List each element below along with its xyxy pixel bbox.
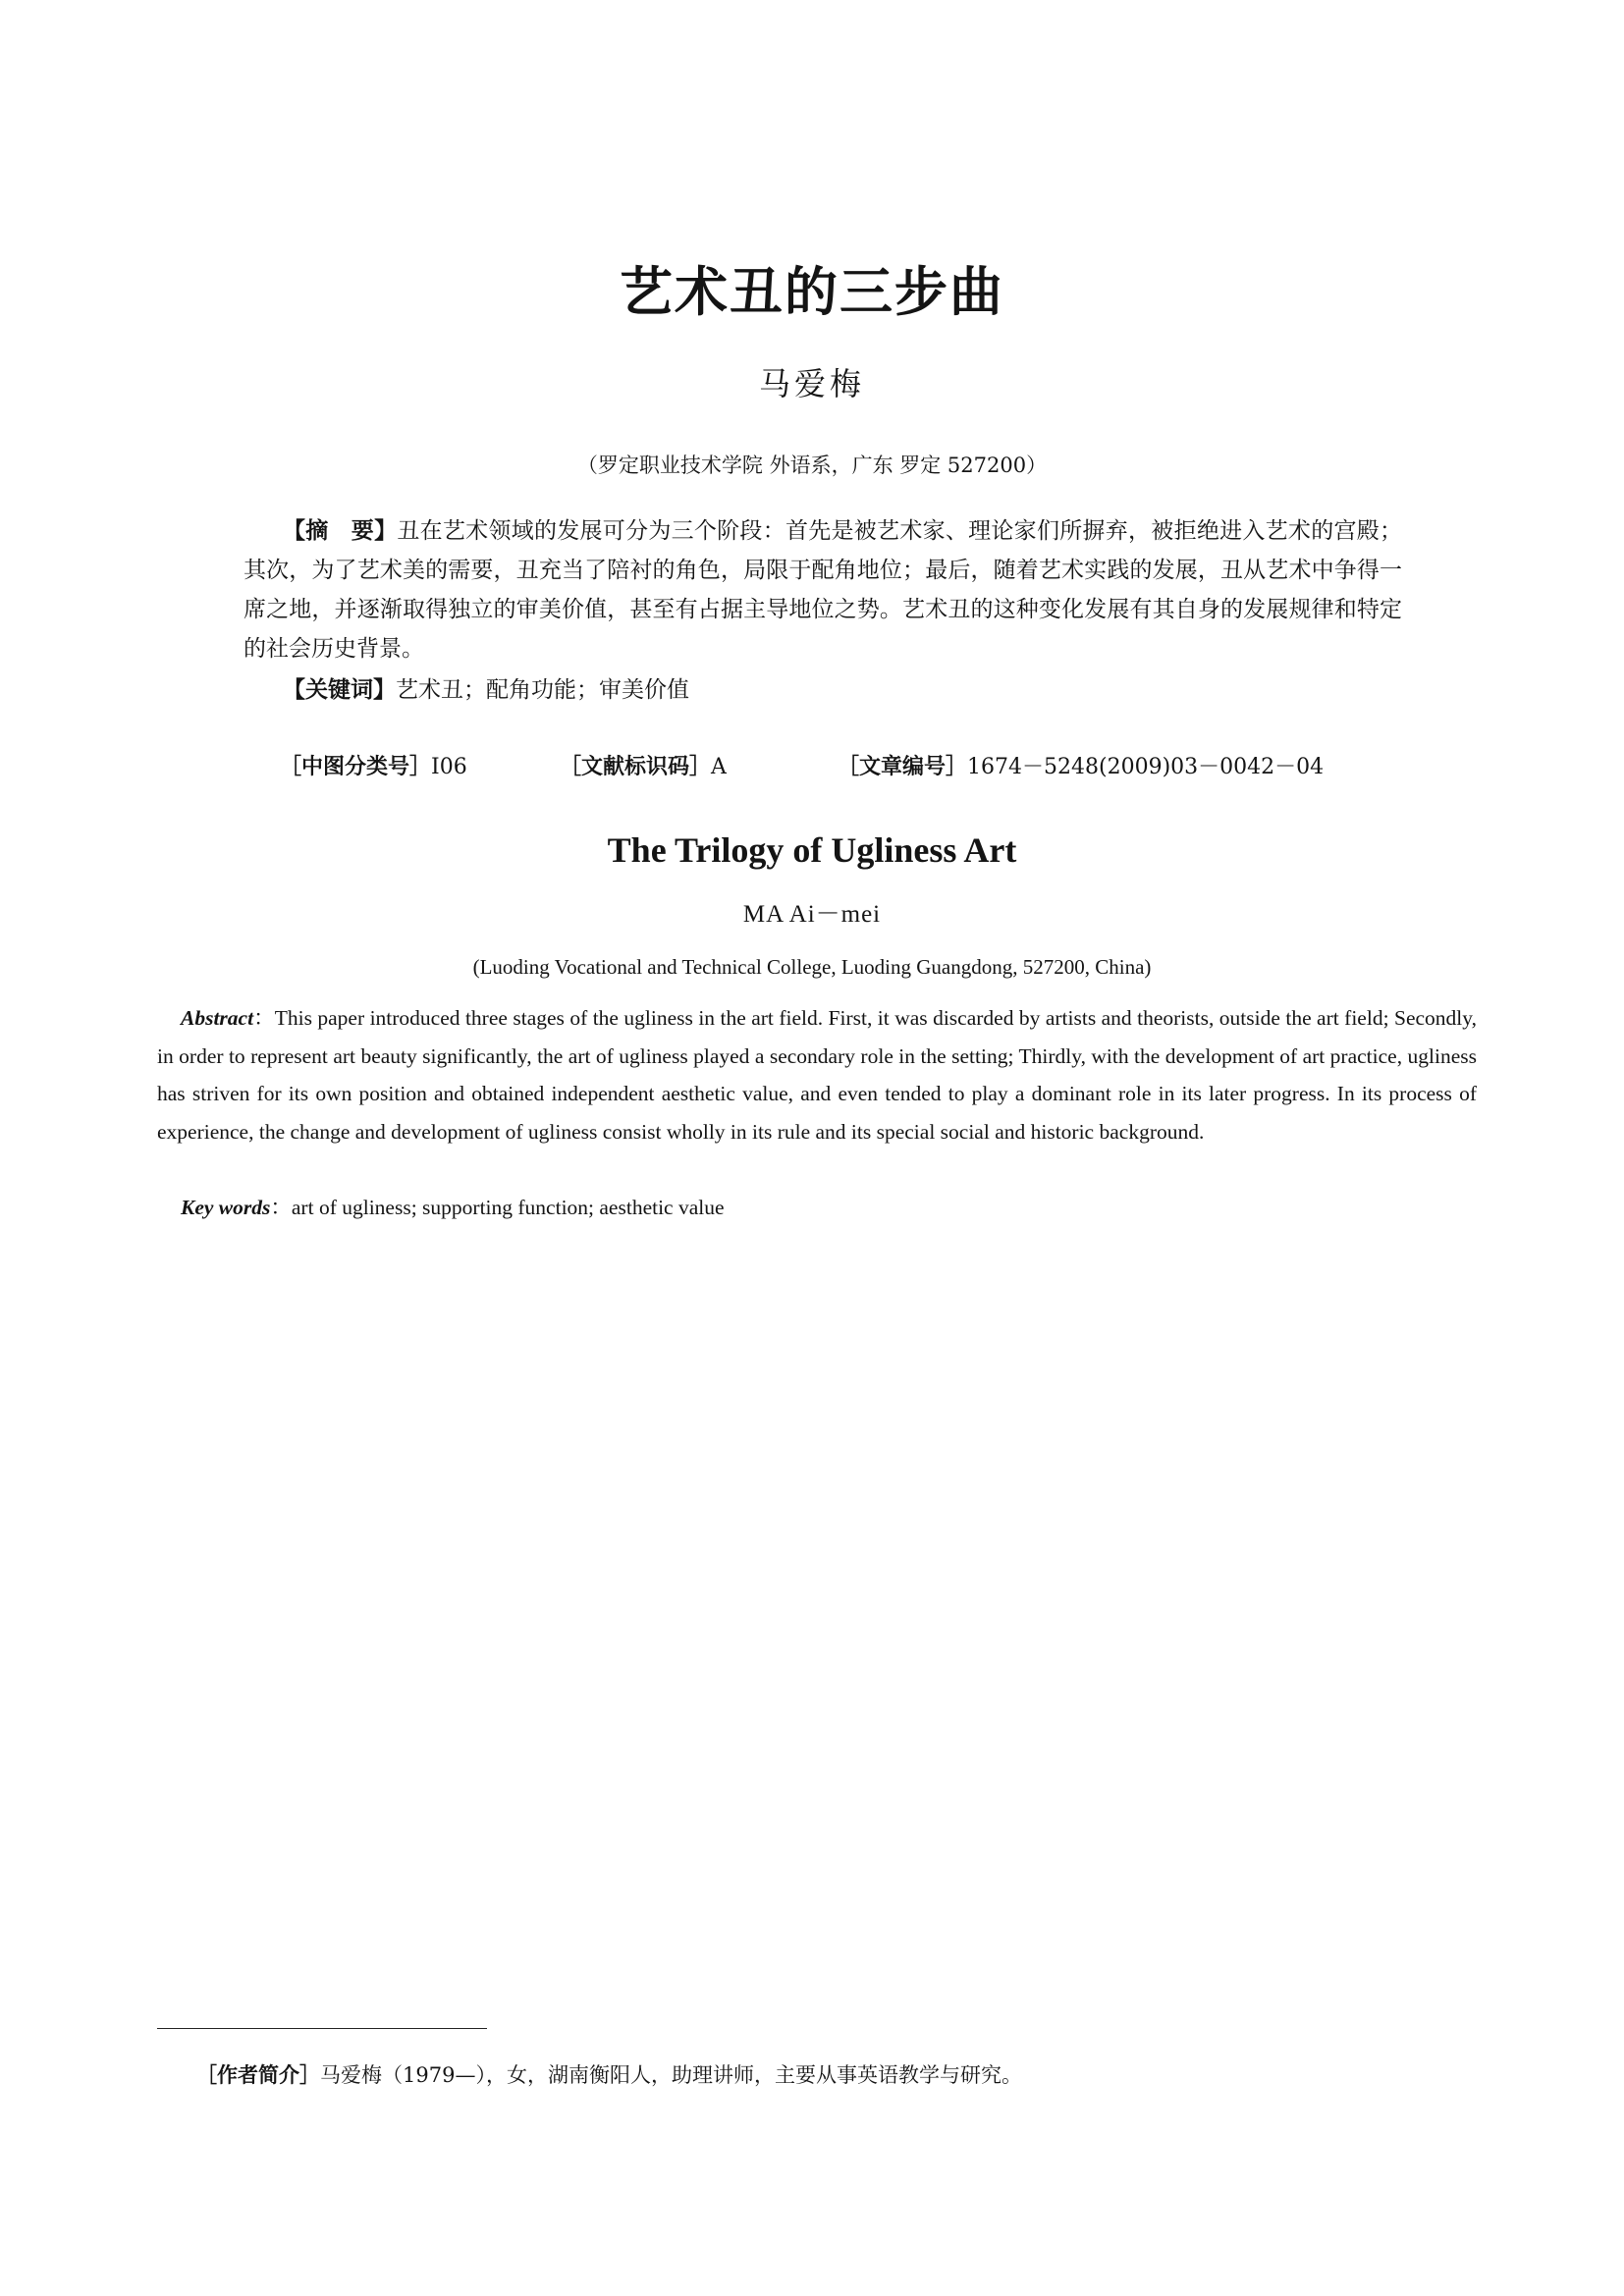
footnote-divider bbox=[157, 2028, 487, 2029]
title-english: The Trilogy of Ugliness Art bbox=[607, 830, 1017, 870]
affiliation-english: (Luoding Vocational and Technical College, Luoding Guangdong, 527200, China) bbox=[472, 955, 1152, 979]
document-code-label: ［文献标识码］ bbox=[560, 755, 712, 779]
title-chinese: 艺术丑的三步曲 bbox=[620, 261, 1004, 323]
author-english: MA Ai－mei bbox=[742, 901, 882, 928]
article-number-label: ［文章编号］ bbox=[838, 755, 968, 779]
author-footnote-label: ［作者简介］ bbox=[196, 2063, 320, 2087]
article-number bbox=[838, 750, 1324, 780]
article-number-value: 1674－5248(2009)03－0042－04 bbox=[967, 755, 1325, 779]
clc-number bbox=[280, 750, 467, 780]
abstract-chinese-text: 丑在艺术领域的发展可分为三个阶段：首先是被艺术家、理论家们所摒弃，被拒绝进入艺术的宫殿；其次，为了艺术美的需要，丑充当了陪衬的角色，局限于配角地位；最后，随着艺术实践的发展，丑从艺术中争得一席之地，并逐渐取得独立的审美价值，甚至有占据主导地位之势。艺术丑的这种变化发展有其自身的发展规律和特定的社会历史背景。 bbox=[244, 518, 1403, 662]
keywords-chinese-label: 【关键词】 bbox=[283, 677, 396, 703]
keywords-english bbox=[181, 1189, 1477, 1227]
keywords-english-separator: ： bbox=[270, 1196, 292, 1219]
abstract-english-text: This paper introduced three stages of the ugliness in the art field. First, it was discarded by artists and theorists, outside the art field; Secondly, in order to represent art beauty significantly, the art of ugliness played a secondary role in the setting; Thirdly, with the development of art practice, ugliness has striven for its own position and obtained independent aesthetic value, and even tended to play a dominant role in its later progress. In its process of experience, the change and development of ugliness consist wholly in its rule and its special social and historic background. bbox=[157, 1006, 1477, 1144]
author-footnote bbox=[196, 2059, 1473, 2089]
affiliation-chinese: （罗定职业技术学院 外语系，广东 罗定 527200） bbox=[576, 454, 1048, 477]
keywords-chinese-text: 艺术丑；配角功能；审美价值 bbox=[396, 677, 689, 703]
abstract-chinese bbox=[244, 511, 1402, 668]
author-chinese: 马爱梅 bbox=[758, 365, 865, 402]
document-code bbox=[560, 750, 727, 780]
document-code-value: A bbox=[711, 755, 727, 779]
keywords-english-label: Key words bbox=[181, 1196, 271, 1219]
clc-label: ［中图分类号］ bbox=[280, 755, 432, 779]
abstract-english-separator: ： bbox=[253, 1006, 275, 1030]
abstract-english bbox=[157, 999, 1477, 1150]
author-footnote-text: 马爱梅（1979—），女，湖南衡阳人，助理讲师，主要从事英语教学与研究。 bbox=[320, 2063, 1022, 2087]
keywords-chinese bbox=[283, 670, 1402, 710]
abstract-english-label: Abstract bbox=[181, 1006, 254, 1030]
keywords-english-text: art of ugliness; supporting function; aesthetic value bbox=[291, 1196, 725, 1219]
abstract-chinese-label: 【摘 要】 bbox=[283, 518, 398, 544]
clc-value: I06 bbox=[431, 755, 467, 779]
